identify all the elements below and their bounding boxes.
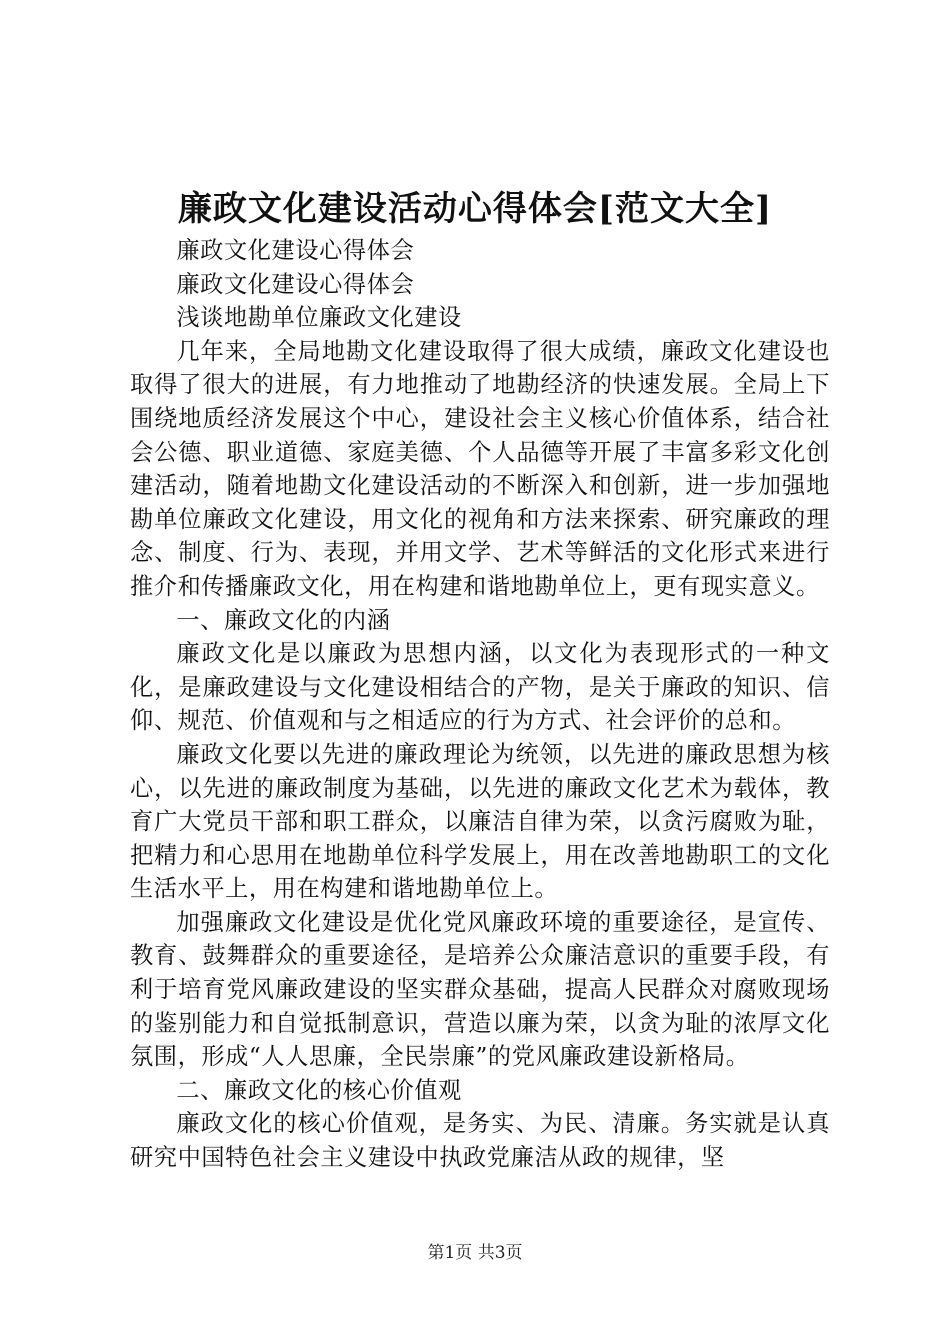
- paragraph: 浅谈地勘单位廉政文化建设: [176, 304, 462, 332]
- paragraph: 加强廉政文化建设是优化党风廉政环境的重要途径，是宣传、教育、鼓舞群众的重要途径，是培养公众廉洁意识的重要手段，有利于培育党风廉政建设的坚实群众基础，提高人民群众对腐败现场的鉴别能力和自觉抵制意识，营造以廉为荣，以贪为耻的浓厚文化氛围，形成“人人思廉，全民崇廉”的党风廉政建设新格局。: [130, 908, 830, 1071]
- paragraph: 廉政文化是以廉政为思想内涵，以文化为表现形式的一种文化，是廉政建设与文化建设相结合的产物，是关于廉政的知识、信仰、规范、价值观和与之相适应的行为方式、社会评价的总和。: [130, 640, 830, 735]
- section-heading: 一、廉政文化的内涵: [176, 606, 391, 634]
- paragraph: 廉政文化建设心得体会: [176, 270, 415, 298]
- paragraph: 廉政文化建设心得体会: [176, 237, 415, 264]
- document-title: 廉政文化建设活动心得体会[范文大全]: [177, 189, 773, 229]
- paragraph: 廉政文化的核心价值观，是务实、为民、清廉。务实就是认真研究中国特色社会主义建设中执政党廉洁从政的规律，坚: [130, 1110, 830, 1172]
- page-footer: 第1页 共3页: [427, 1243, 523, 1263]
- section-heading: 二、廉政文化的核心价值观: [176, 1076, 462, 1104]
- paragraph: 廉政文化要以先进的廉政理论为统领，以先进的廉政思想为核心，以先进的廉政制度为基础，以先进的廉政文化艺术为载体，教育广大党员干部和职工群众，以廉洁自律为荣，以贪污腐败为耻，把精力和心思用在地勘单位科学发展上，用在改善地勘职工的文化生活水平上，用在构建和谐地勘单位上。: [130, 740, 830, 903]
- paragraph: 几年来，全局地勘文化建设取得了很大成绩，廉政文化建设也取得了很大的进展，有力地推动了地勘经济的快速发展。全局上下围绕地质经济发展这个中心，建设社会主义核心价值体系，结合社会公德、职业道德、家庭美德、个人品德等开展了丰富多彩文化创建活动，随着地勘文化建设活动的不断深入和创新，进一步加强地勘单位廉政文化建设，用文化的视角和方法来探索、研究廉政的理念、制度、行为、表现，并用文学、艺术等鲜活的文化形式来进行推介和传播廉政文化，用在构建和谐地勘单位上，更有现实意义。: [130, 337, 830, 600]
- document-body: [130, 234, 830, 1175]
